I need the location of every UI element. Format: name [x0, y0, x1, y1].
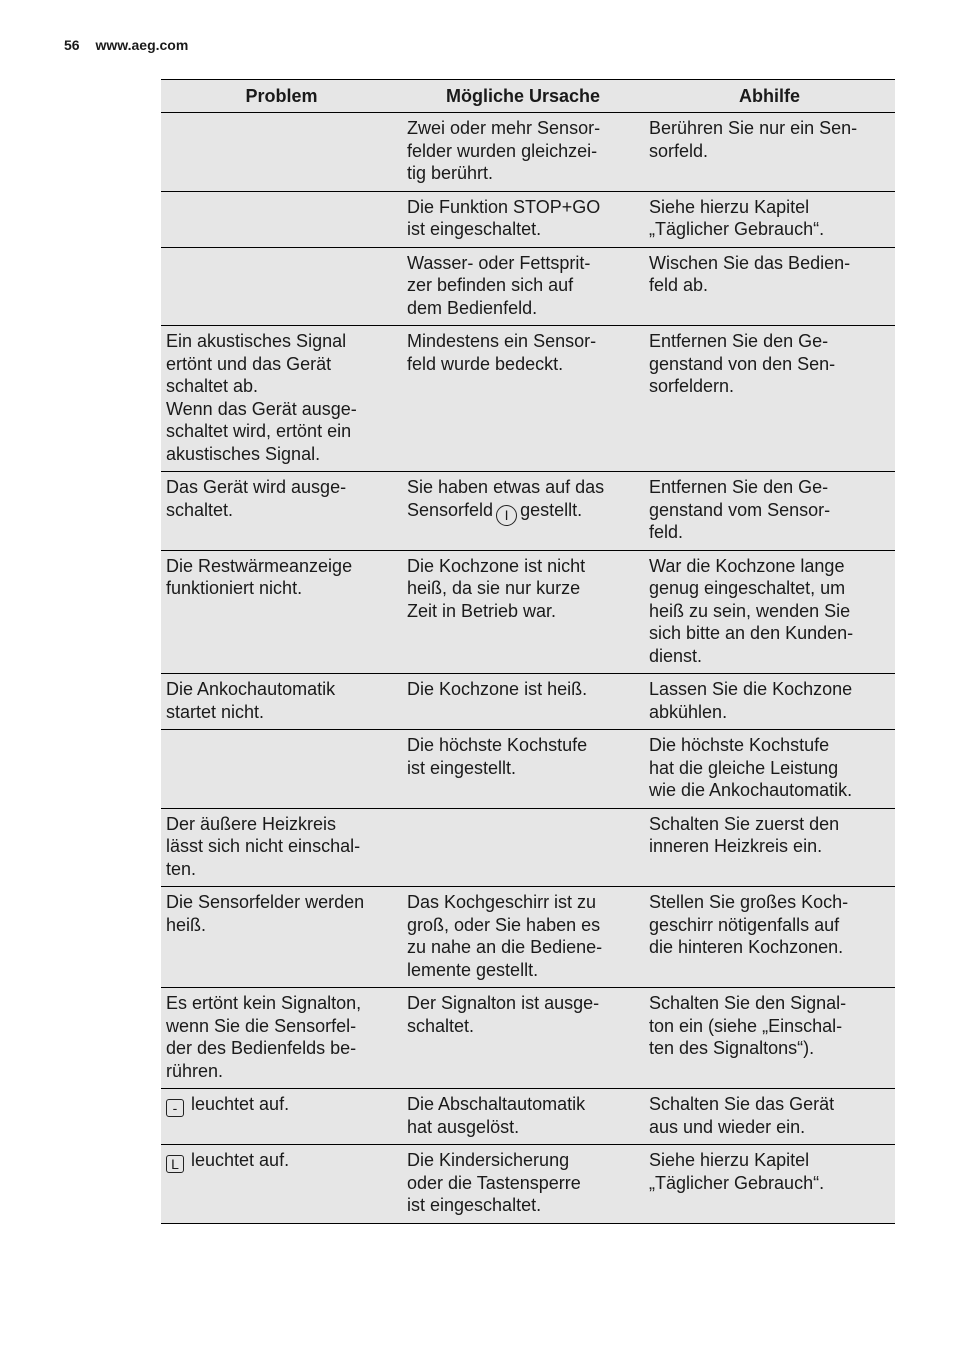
remedy-cell: Siehe hierzu Kapitel „Täglicher Gebrauch“.	[644, 191, 895, 247]
cause-cell: Die Kindersicherung oder die Tastensperre ist eingeschaltet.	[402, 1145, 644, 1224]
table-row	[161, 730, 895, 809]
lock-display-icon: L	[166, 1155, 184, 1173]
troubleshooting-table	[161, 79, 895, 1224]
table-row	[161, 472, 895, 551]
remedy-cell: Lassen Sie die Kochzone abkühlen.	[644, 674, 895, 730]
remedy-cell: Stellen Sie großes Koch- geschirr nötigenfalls auf die hinteren Kochzonen.	[644, 887, 895, 988]
table-row	[161, 1089, 895, 1145]
remedy-cell: Die höchste Kochstufe hat die gleiche Leistung wie die Ankochautomatik.	[644, 730, 895, 809]
problem-cell	[161, 113, 402, 192]
cause-cell: Der Signalton ist ausge- schaltet.	[402, 988, 644, 1089]
problem-cell	[161, 1089, 402, 1145]
remedy-cell: Entfernen Sie den Ge- genstand vom Sensor- feld.	[644, 472, 895, 551]
cause-cell: Zwei oder mehr Sensor- felder wurden gleichzei- tig berührt.	[402, 113, 644, 192]
problem-cell	[161, 730, 402, 809]
table-row	[161, 326, 895, 472]
problem-cell: Der äußere Heizkreis lässt sich nicht einschal- ten.	[161, 808, 402, 887]
table-header-row	[161, 80, 895, 113]
cause-cell: Die Funktion STOP+GO ist eingeschaltet.	[402, 191, 644, 247]
problem-cell	[161, 247, 402, 326]
table-row	[161, 674, 895, 730]
cause-cell: Die Kochzone ist nicht heiß, da sie nur kurze Zeit in Betrieb war.	[402, 550, 644, 674]
dash-display-icon: -	[166, 1099, 184, 1117]
remedy-cell: Siehe hierzu Kapitel „Täglicher Gebrauch“.	[644, 1145, 895, 1224]
problem-text: leuchtet auf.	[191, 1150, 290, 1170]
cause-cell	[402, 808, 644, 887]
table-row	[161, 191, 895, 247]
table-row	[161, 887, 895, 988]
remedy-cell: Berühren Sie nur ein Sen- sorfeld.	[644, 113, 895, 192]
remedy-cell: Wischen Sie das Bedien- feld ab.	[644, 247, 895, 326]
table-row	[161, 247, 895, 326]
cause-cell: Die Abschaltautomatik hat ausgelöst.	[402, 1089, 644, 1145]
problem-cell: Die Restwärmeanzeige funktioniert nicht.	[161, 550, 402, 674]
cause-cell	[402, 472, 644, 551]
page-header	[64, 37, 188, 53]
cause-cell: Die höchste Kochstufe ist eingestellt.	[402, 730, 644, 809]
remedy-cell: Schalten Sie das Gerät aus und wieder ein.	[644, 1089, 895, 1145]
problem-cell: Ein akustisches Signal ertönt und das Gerät schaltet ab. Wenn das Gerät ausge- schaltet wird, ertönt ein akustisches Signal.	[161, 326, 402, 472]
problem-text: leuchtet auf.	[191, 1094, 290, 1114]
header-problem: Problem	[161, 80, 402, 113]
table-row	[161, 550, 895, 674]
cause-cell: Die Kochzone ist heiß.	[402, 674, 644, 730]
remedy-cell: War die Kochzone lange genug eingeschaltet, um heiß zu sein, wenden Sie sich bitte an den Kunden- dienst.	[644, 550, 895, 674]
remedy-cell: Entfernen Sie den Ge- genstand von den Sen- sorfeldern.	[644, 326, 895, 472]
problem-cell: Die Ankochautomatik startet nicht.	[161, 674, 402, 730]
header-remedy: Abhilfe	[644, 80, 895, 113]
problem-cell: Das Gerät wird ausge- schaltet.	[161, 472, 402, 551]
problem-cell: Die Sensorfelder werden heiß.	[161, 887, 402, 988]
table-row	[161, 808, 895, 887]
power-sensor-icon: I	[496, 505, 517, 526]
problem-cell: Es ertönt kein Signalton, wenn Sie die Sensorfel- der des Bedienfelds be- rühren.	[161, 988, 402, 1089]
problem-cell	[161, 191, 402, 247]
problem-cell	[161, 1145, 402, 1224]
table-row	[161, 113, 895, 192]
cause-cell: Mindestens ein Sensor- feld wurde bedeckt.	[402, 326, 644, 472]
cause-cell: Das Kochgeschirr ist zu groß, oder Sie haben es zu nahe an die Bediene- lemente gestellt.	[402, 887, 644, 988]
page-number: 56	[64, 37, 80, 53]
site-url: www.aeg.com	[95, 37, 189, 53]
header-cause: Mögliche Ursache	[402, 80, 644, 113]
remedy-cell: Schalten Sie zuerst den inneren Heizkreis ein.	[644, 808, 895, 887]
cause-cell: Wasser- oder Fettsprit- zer befinden sich auf dem Bedienfeld.	[402, 247, 644, 326]
table-row	[161, 988, 895, 1089]
cause-text-post: gestellt.	[520, 499, 583, 520]
remedy-cell: Schalten Sie den Signal- ton ein (siehe „Einschal- ten des Signaltons“).	[644, 988, 895, 1089]
table-row	[161, 1145, 895, 1224]
cause-text-pre: Sie haben etwas auf das Sensorfeld	[407, 477, 605, 520]
